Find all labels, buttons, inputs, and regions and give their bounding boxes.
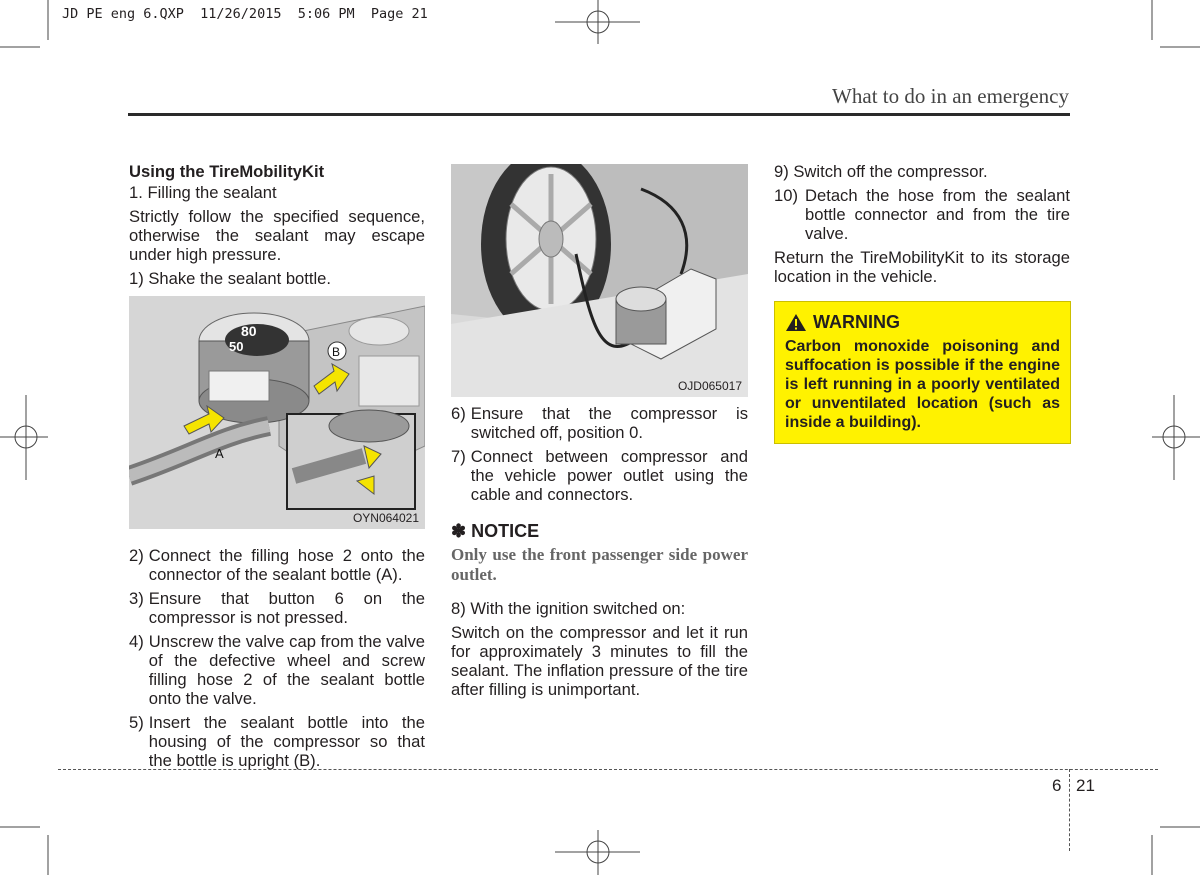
step-list-1: [129, 546, 425, 770]
figure-code: OYN064021: [352, 511, 419, 525]
warning-header: [785, 312, 1060, 333]
column-1-steps: [129, 546, 425, 775]
notice-title: ✽ NOTICE: [451, 521, 540, 541]
footer-dotted-rule: [58, 769, 1158, 770]
warning-triangle-icon: [785, 313, 807, 332]
section-number: 6: [1052, 776, 1062, 795]
warning-box: [774, 301, 1071, 444]
step-1: 1) Shake the sealant bottle.: [129, 269, 332, 288]
figure-code: OJD065017: [677, 379, 742, 393]
label-b: B: [332, 345, 341, 359]
dial-80-label: 80: [241, 323, 257, 339]
header-rule: [128, 113, 1070, 116]
warning-body: Carbon monoxide poisoning and suffocation is possible if the engine is left running in a poorly ventilated or unventilated location (such as inside a building).: [785, 338, 1060, 431]
dial-50-label: 50: [229, 339, 244, 354]
compressor-tire-illustration: [451, 164, 748, 397]
column-2: [451, 404, 748, 704]
footer-divider: [1069, 769, 1070, 851]
step-list-3: [774, 186, 1070, 243]
step-list-2: [451, 404, 748, 504]
figure-compressor-tire: [451, 164, 748, 397]
section-heading: Using the TireMobilityKit: [129, 162, 325, 181]
step-8-body: Switch on the compressor and let it run for approximately 3 minutes to fill the sealant. The inflation pressure of the tire after filling is unimportant.: [451, 623, 748, 699]
list-item: 10) Detach the hose from the sealant bottle connector and from the tire valve.: [774, 186, 1070, 243]
list-item: 2) Connect the filling hose 2 onto the connector of the sealant bottle (A).: [129, 546, 425, 584]
intro-paragraph: Strictly follow the specified sequence, otherwise the sealant may escape under high pressure.: [129, 207, 425, 264]
column-3: [774, 162, 1070, 291]
warning-title: WARNING: [813, 312, 900, 332]
step-9: 9) Switch off the compressor.: [774, 162, 988, 181]
label-a: A: [215, 446, 224, 461]
notice-body: Only use the front passenger side power outlet.: [451, 545, 748, 584]
subheading: 1. Filling the sealant: [129, 183, 277, 202]
figure-sealant-bottle: [129, 296, 425, 529]
list-item: 3) Ensure that button 6 on the compressor is not pressed.: [129, 589, 425, 627]
step-8: 8) With the ignition switched on:: [451, 599, 686, 618]
sealant-bottle-illustration: [129, 296, 425, 529]
print-slug: JD PE eng 6.QXP 11/26/2015 5:06 PM Page 21: [62, 6, 428, 22]
list-item: 4) Unscrew the valve cap from the valve of the defective wheel and screw filling hose 2 of the sealant bottle onto the valve.: [129, 632, 425, 708]
list-item: 6) Ensure that the compressor is switched off, position 0.: [451, 404, 748, 442]
column-1: [129, 162, 425, 293]
list-item: 7) Connect between compressor and the vehicle power outlet using the cable and connectors.: [451, 447, 748, 504]
page-number: 21: [1076, 776, 1095, 795]
section-header-title: What to do in an emergency: [832, 84, 1069, 108]
return-paragraph: Return the TireMobilityKit to its storage location in the vehicle.: [774, 248, 1070, 286]
list-item: 5) Insert the sealant bottle into the housing of the compressor so that the bottle is upright (B).: [129, 713, 425, 770]
